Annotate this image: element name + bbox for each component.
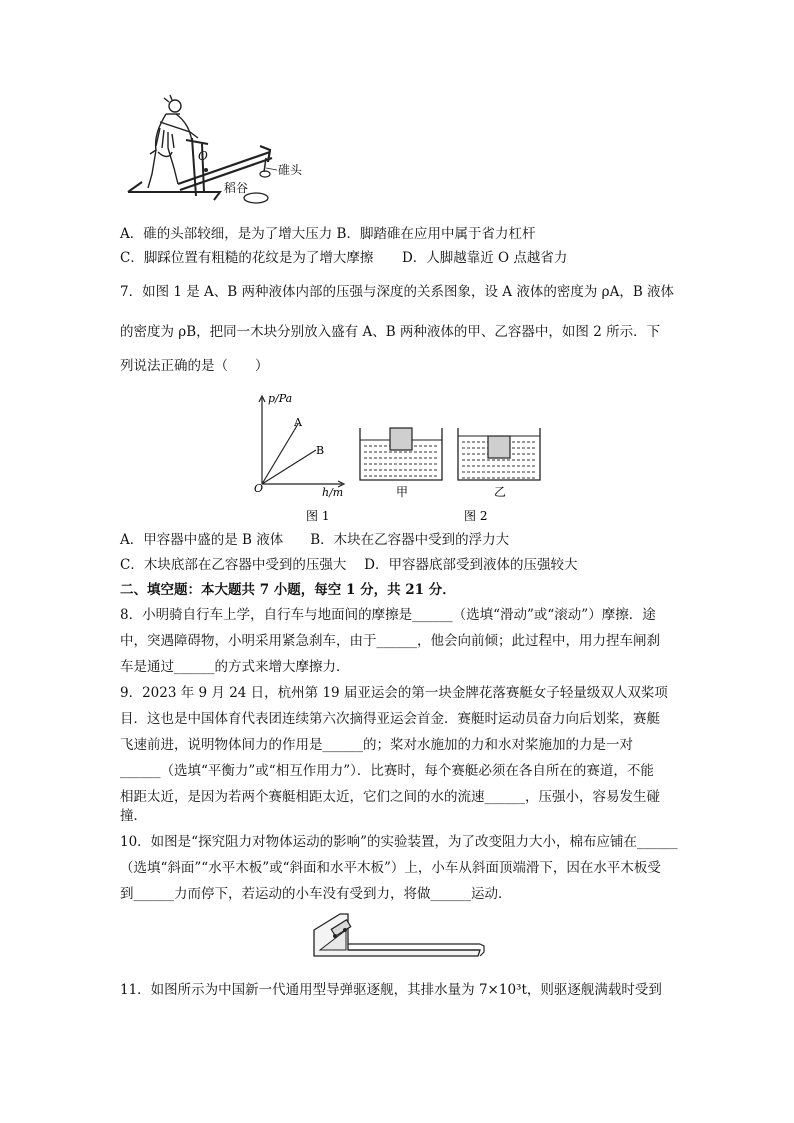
container-yi-label: 乙: [494, 485, 507, 499]
q10-line-1: 10．如图是“探究阻力对物体运动的影响”的实验装置，为了改变阻力大小，棉布应铺在______: [120, 834, 678, 850]
y-axis-label: p/Pa: [268, 392, 293, 405]
q6-option-ab: A．碓的头部较细，是为了增大压力 B．脚踏碓在应用中属于省力杠杆: [120, 226, 536, 242]
container-jia-label: 甲: [396, 485, 409, 499]
q6-option-c-text: C．脚踩位置有粗糙的花纹是为了增大摩擦: [120, 250, 374, 266]
q9-line-4: ______（选填“平衡力”或“相互作用力”）．比赛时，每个赛艇必须在各自所在的赛道，不能: [120, 763, 654, 779]
q10-line-3: 到______力而停下，若运动的小车没有受到力，将做______运动．: [120, 886, 512, 902]
incline-apparatus: [310, 910, 486, 962]
pivot-label: O: [198, 149, 208, 163]
q7-option-ab: A．甲容器中盛的是 B 液体 B．木块在乙容器中受到的浮力大: [120, 532, 510, 548]
section-2-heading: 二、填空题：本大题共 7 小题，每空 1 分，共 21 分．: [120, 582, 456, 598]
line-a: [262, 424, 298, 484]
q11-line-1: 11．如图所示为中国新一代通用型导弹驱逐舰，其排水量为 7×10³t，则驱逐舰满载时受到: [120, 982, 662, 998]
q9-line-2: 目．这也是中国体育代表团连续第六次摘得亚运会首金．赛艇时运动员奋力向后划桨，赛艇: [120, 711, 660, 727]
q8-line-3: 车是通过______的方式来增大摩擦力．: [120, 659, 350, 675]
x-axis-label: h/m: [322, 486, 344, 499]
q7-line-2: 的密度为 ρB，把同一木块分别放入盛有 A、B 两种液体的甲、乙容器中，如图 2 所示．下: [120, 324, 661, 340]
pivot-icon: [204, 168, 208, 172]
origin-label: O: [254, 482, 264, 495]
q7-line-3: 列说法正确的是（ ）: [120, 358, 269, 374]
pressure-depth-graph: [254, 392, 344, 499]
q10-line-2: （选填“斜面”“水平木板”或“斜面和水平木板”）上，小车从斜面顶端滑下，因在水平木板受: [120, 860, 661, 876]
q7-figures: [250, 388, 550, 524]
q9-line-5: 相距太近，是因为若两个赛艇相距太近，它们之间的水的流速______，压强小，容易发生碰: [120, 789, 660, 805]
pounder-figure: [120, 92, 310, 212]
q9-line-6: 撞．: [120, 808, 147, 824]
q8-line-1: 8．小明骑自行车上学，自行车与地面间的摩擦是______（选填“滑动”或“滚动”）摩擦．途: [120, 607, 656, 623]
line-a-label: A: [294, 416, 302, 429]
container-yi: [458, 428, 540, 499]
q7-line-1: 7．如图 1 是 A、B 两种液体内部的压强与深度的关系图象，设 A 液体的密度为 ρA，B 液体: [120, 284, 675, 300]
figure-2-caption: 图 2: [464, 509, 488, 523]
q6-option-c: [120, 248, 567, 268]
q6-option-d-text: D．人脚越靠近 O 点越省力: [401, 250, 568, 266]
wood-block-yi: [488, 436, 510, 458]
q9-line-3: 飞速前进，说明物体间力的作用是______的；桨对水施加的力和水对桨施加的力是一对: [120, 737, 633, 753]
line-b-label: B: [316, 444, 325, 457]
q8-line-2: 中，突遇障碍物，小明采用紧急刹车，由于______，他会向前倾；此过程中，用力捏车闸刹: [120, 633, 660, 649]
figure-1-caption: 图 1: [306, 509, 330, 523]
q7-option-cd: C．木块底部在乙容器中受到的压强大 D．甲容器底部受到液体的压强较大: [120, 557, 578, 573]
q9-line-1: 9．2023 年 9 月 24 日，杭州第 19 届亚运会的第一块金牌花落赛艇女子轻量级双人双桨项: [120, 685, 668, 701]
hammer-head-label: 碓头: [278, 163, 303, 177]
line-b: [262, 450, 316, 484]
container-jia: [360, 428, 442, 499]
wood-block-jia: [390, 428, 412, 450]
grain-label: 稻谷: [224, 181, 249, 195]
